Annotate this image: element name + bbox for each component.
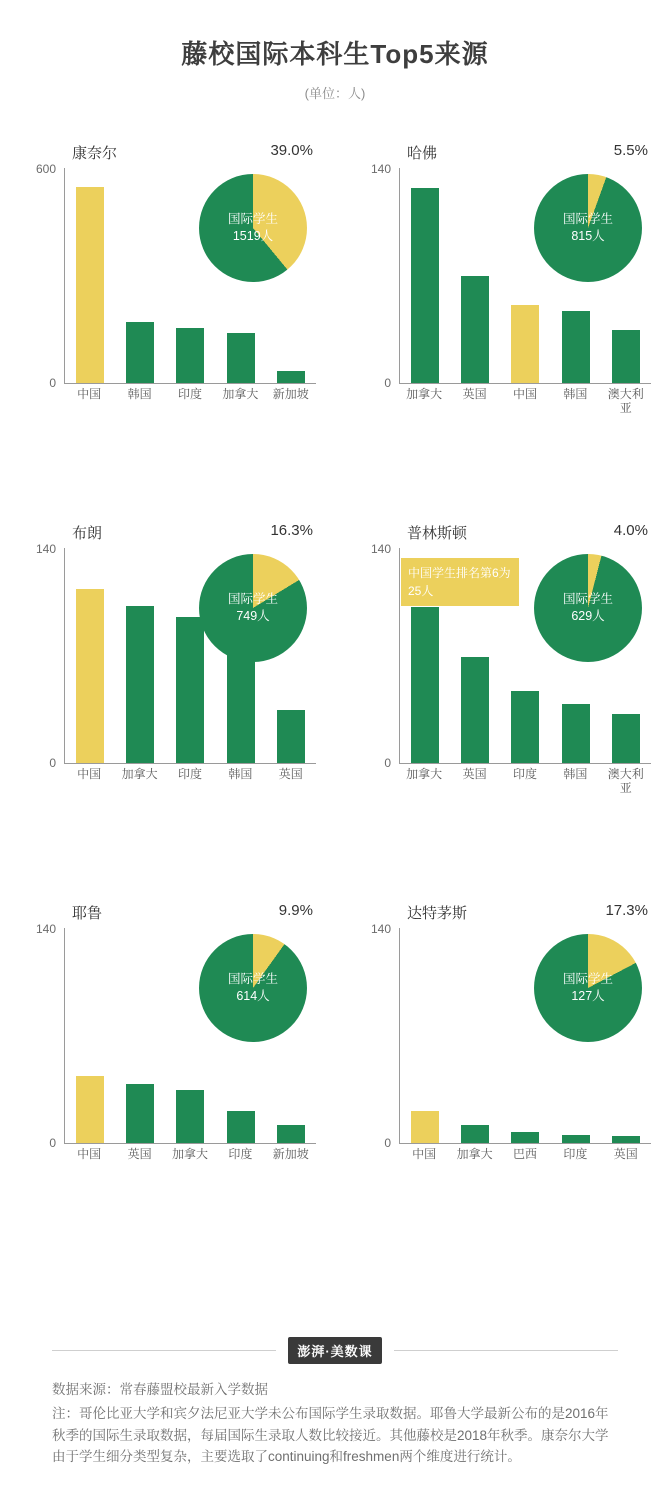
x-axis-label: 中国 (412, 1147, 437, 1161)
panel-grid (0, 134, 670, 1264)
bar (176, 1090, 204, 1143)
brand-logo: 澎湃·美数课 (288, 1337, 381, 1364)
chart-panel (0, 514, 335, 884)
bar (461, 657, 489, 763)
school-name: 布朗 (72, 525, 103, 542)
bar-slot (71, 548, 109, 763)
footer (0, 1337, 670, 1486)
divider-left (52, 1350, 276, 1351)
x-axis-labels (64, 388, 316, 402)
x-axis-label: 韩国 (127, 387, 152, 401)
x-axis-label: 韩国 (563, 387, 588, 401)
pie-center-line-2: 1519人 (232, 229, 274, 243)
school-name: 耶鲁 (72, 905, 103, 922)
x-axis-labels (64, 768, 316, 782)
x-axis-label: 澳大利亚 (607, 767, 644, 795)
x-axis-label: 中国 (77, 767, 102, 781)
chart-panel (335, 514, 670, 884)
pie-center-line-1: 国际学生 (227, 972, 278, 987)
school-name: 哈佛 (407, 145, 438, 162)
bar (562, 1135, 590, 1143)
x-axis-label: 中国 (512, 387, 537, 401)
x-axis-label: 加拿大 (171, 1147, 208, 1161)
x-axis-label: 印度 (177, 767, 202, 781)
pie-center-line-2: 127人 (571, 989, 605, 1003)
bar-slot (456, 168, 494, 383)
bar (411, 188, 439, 383)
bar (612, 330, 640, 383)
x-axis-label: 加拿大 (222, 387, 259, 401)
y-axis-tick-max: 140 (370, 922, 391, 936)
x-axis-label: 巴西 (512, 1147, 537, 1161)
x-axis-labels (399, 1148, 651, 1162)
x-axis-label: 印度 (512, 767, 537, 781)
y-axis-tick-zero: 0 (49, 376, 56, 390)
bar (461, 276, 489, 383)
bar (612, 1136, 640, 1143)
page-title: 藤校国际本科生Top5来源 (181, 39, 489, 69)
x-axis-labels (399, 768, 651, 796)
y-axis-tick-zero: 0 (384, 1136, 391, 1150)
x-axis-label: 英国 (278, 767, 303, 781)
y-axis-tick-max: 140 (370, 542, 391, 556)
pie-chart (534, 554, 642, 662)
bar (277, 710, 305, 763)
bar-slot (171, 928, 209, 1143)
chart-panel (0, 894, 335, 1264)
data-note: 注：哥伦比亚大学和宾夕法尼亚大学未公布国际学生录取数据。耶鲁大学最新公布的是2016年秋季的国际生录取数据，每届国际生录取人数比较接近。其他藤校是2018年秋季。康奈尔大学由于学生细分类型复杂，主要选取了continuing和freshmen两个维度进行统计。 (52, 1406, 609, 1465)
y-axis-tick-max: 140 (370, 162, 391, 176)
bar (176, 617, 204, 763)
bar (227, 333, 255, 383)
bar (76, 1076, 104, 1143)
bar (76, 589, 104, 763)
x-axis-label: 韩国 (563, 767, 588, 781)
pie-percent-label: 16.3% (270, 522, 313, 539)
x-axis-label: 英国 (613, 1147, 638, 1161)
pie-chart (199, 174, 307, 282)
bar-slot (171, 548, 209, 763)
pie-center-line-1: 国际学生 (562, 212, 613, 227)
x-axis-label: 新加坡 (272, 387, 309, 401)
bar (176, 328, 204, 383)
pie-percent-label: 17.3% (605, 902, 648, 919)
bar (227, 652, 255, 763)
pie-chart (534, 174, 642, 282)
y-axis-tick-max: 600 (35, 162, 56, 176)
bar (411, 1111, 439, 1143)
x-axis-labels (64, 1148, 316, 1162)
y-axis-tick-max: 140 (35, 922, 56, 936)
y-axis-tick-zero: 0 (384, 376, 391, 390)
x-axis-label: 加拿大 (121, 767, 158, 781)
pie-percent-label: 4.0% (613, 522, 648, 539)
x-axis-label: 澳大利亚 (607, 387, 644, 415)
pie-chart (199, 554, 307, 662)
chart-annotation: 中国学生排名第6为25人 (401, 558, 519, 606)
x-axis-label: 印度 (563, 1147, 588, 1161)
bar (126, 322, 154, 383)
x-axis-label: 韩国 (228, 767, 253, 781)
bar (562, 704, 590, 763)
x-axis-label: 中国 (77, 387, 102, 401)
bar-slot (456, 928, 494, 1143)
y-axis-tick-zero: 0 (49, 1136, 56, 1150)
x-axis-label: 英国 (462, 767, 487, 781)
x-axis-label: 英国 (127, 1147, 152, 1161)
data-source: 数据来源：常春藤盟校最新入学数据 (52, 1382, 268, 1398)
bar-slot (406, 928, 444, 1143)
bar-slot (121, 548, 159, 763)
pie-percent-label: 9.9% (278, 902, 313, 919)
bar-slot (71, 168, 109, 383)
bar (227, 1111, 255, 1143)
bar-slot (171, 168, 209, 383)
pie-percent-label: 39.0% (270, 142, 313, 159)
bar (511, 305, 539, 383)
chart-panel (0, 134, 335, 504)
x-axis-label: 加拿大 (406, 767, 443, 781)
bar (277, 1125, 305, 1143)
divider-right (394, 1350, 618, 1351)
x-axis-labels (399, 388, 651, 416)
pie-chart (534, 934, 642, 1042)
bar-slot (506, 928, 544, 1143)
pie-chart (199, 934, 307, 1042)
bar (76, 187, 104, 383)
x-axis-label: 英国 (462, 387, 487, 401)
y-axis-tick-zero: 0 (384, 756, 391, 770)
pie-center-line-2: 614人 (236, 989, 270, 1003)
x-axis-label: 印度 (177, 387, 202, 401)
x-axis-label: 加拿大 (406, 387, 443, 401)
school-name: 普林斯顿 (407, 525, 468, 542)
bar (612, 714, 640, 763)
bar (511, 1132, 539, 1143)
pie-center-line-2: 629人 (571, 609, 605, 623)
pie-center-line-1: 国际学生 (227, 212, 278, 227)
bar-slot (121, 168, 159, 383)
bar-slot (506, 168, 544, 383)
x-axis-label: 中国 (77, 1147, 102, 1161)
y-axis-tick-zero: 0 (49, 756, 56, 770)
bar (562, 311, 590, 383)
page-subtitle: (单位：人) (304, 86, 366, 101)
bar (461, 1125, 489, 1143)
chart-panel (335, 894, 670, 1264)
school-name: 康奈尔 (72, 145, 118, 162)
chart-panel (335, 134, 670, 504)
pie-center-line-1: 国际学生 (562, 592, 613, 607)
bar (126, 606, 154, 763)
x-axis-label: 印度 (228, 1147, 253, 1161)
bar (511, 691, 539, 763)
bar (277, 371, 305, 383)
bar-slot (71, 928, 109, 1143)
x-axis-label: 新加坡 (272, 1147, 309, 1161)
chart-header (0, 0, 670, 102)
x-axis-label: 加拿大 (456, 1147, 493, 1161)
pie-center-line-1: 国际学生 (562, 972, 613, 987)
pie-center-line-1: 国际学生 (227, 592, 278, 607)
bar (411, 607, 439, 763)
pie-percent-label: 5.5% (613, 142, 648, 159)
pie-center-line-2: 749人 (236, 609, 270, 623)
y-axis-tick-max: 140 (35, 542, 56, 556)
bar-slot (121, 928, 159, 1143)
pie-center-line-2: 815人 (571, 229, 605, 243)
school-name: 达特茅斯 (407, 905, 468, 922)
logo-row (52, 1337, 618, 1364)
bar (126, 1084, 154, 1143)
bar-slot (406, 168, 444, 383)
